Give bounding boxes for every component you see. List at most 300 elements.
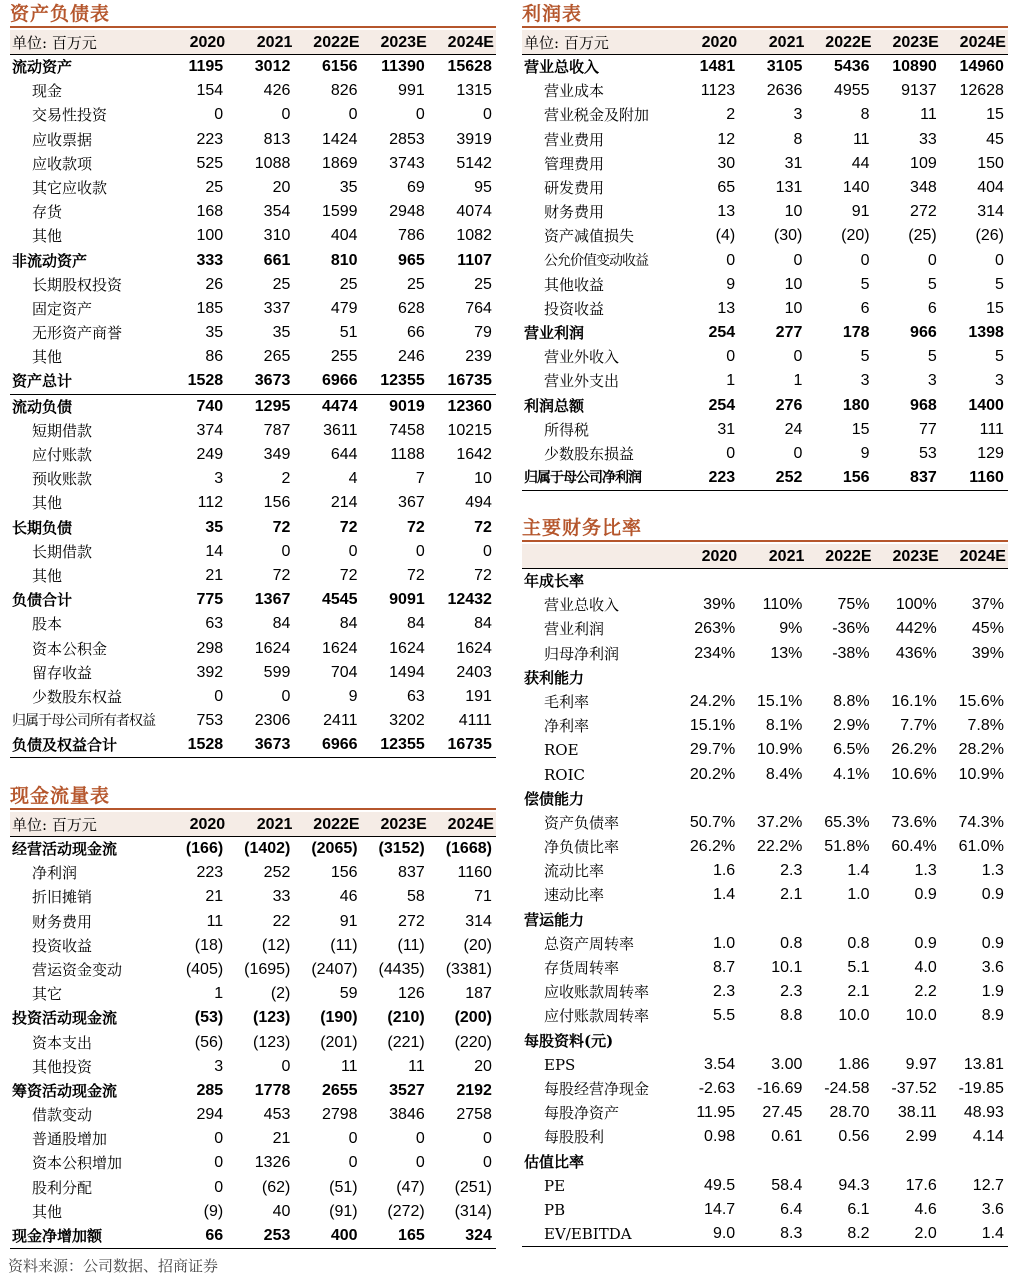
row-label: 流动负债	[12, 397, 73, 416]
year-header: 2020	[189, 816, 226, 833]
income-statement-panel	[522, 0, 1008, 491]
financial-ratios-panel	[522, 514, 1008, 1247]
cell-value: 1481	[699, 58, 736, 75]
cell-value: (9)	[203, 1202, 224, 1220]
cell-value	[739, 908, 806, 932]
table-row	[522, 617, 1008, 641]
year-header: 2023E	[380, 816, 427, 833]
cell-value	[874, 1029, 941, 1053]
cell-value: (221)	[387, 1033, 425, 1051]
year-header: 2022E	[825, 34, 872, 51]
cell-value: 75%	[837, 596, 870, 614]
cell-value: 2.9%	[833, 717, 870, 735]
cell-value: 294	[196, 1106, 224, 1124]
row-label: 交易性投资	[32, 106, 108, 125]
cell-value: 12.7	[972, 1176, 1004, 1194]
cell-value: 72	[474, 566, 492, 584]
table-row	[10, 612, 496, 636]
cell-value: (123)	[253, 1009, 291, 1027]
table-row	[522, 224, 1008, 248]
financial-ratios-title: 主要财务比率	[522, 514, 1008, 542]
row-label: 资产总计	[12, 372, 73, 391]
cell-value: 1	[793, 372, 803, 390]
cell-value: 837	[398, 864, 425, 882]
cell-value: (2065)	[311, 840, 358, 857]
cell-value: 8.3	[780, 1225, 803, 1243]
cell-value: 73.6%	[891, 813, 937, 831]
cell-value: 2.3	[780, 862, 803, 880]
row-label: EV/EBITDA	[544, 1225, 632, 1244]
cell-value: 4.6	[914, 1200, 937, 1218]
cell-value: 10.1	[771, 959, 803, 976]
cell-value: 72	[474, 518, 492, 536]
cell-value: (62)	[261, 1178, 291, 1196]
cell-value: 168	[196, 203, 224, 221]
cell-value: 9019	[389, 397, 425, 415]
cell-value: 1.86	[838, 1055, 870, 1073]
cell-value: 51	[339, 324, 358, 342]
cell-value: 5	[860, 348, 870, 366]
cell-value: 254	[708, 324, 736, 342]
cell-value: 40	[272, 1202, 291, 1220]
cell-value	[874, 666, 941, 690]
cell-value: 1400	[968, 396, 1004, 414]
cell-value	[806, 787, 873, 811]
cell-value: 0.9	[914, 934, 937, 952]
cell-value: 1599	[321, 203, 358, 221]
row-label: 其他	[32, 227, 63, 246]
cell-value: 3	[927, 372, 937, 390]
cell-value: 661	[263, 251, 291, 269]
cell-value: 1494	[389, 663, 425, 681]
cell-value: 13%	[770, 644, 803, 662]
cell-value: 252	[263, 864, 291, 882]
cell-value: 0.56	[838, 1128, 870, 1146]
cell-value: 10	[784, 203, 803, 221]
table-row	[522, 859, 1008, 883]
cell-value: 837	[910, 469, 937, 487]
cell-value: 74.3%	[958, 813, 1004, 831]
cell-value: 65.3%	[824, 813, 870, 831]
row-label: 股本	[32, 615, 63, 634]
table-row	[522, 1174, 1008, 1198]
cell-value: 15628	[447, 58, 492, 75]
cell-value: 0	[214, 1178, 224, 1196]
table-row	[10, 443, 496, 467]
cell-value: 129	[977, 445, 1004, 462]
cell-value	[941, 908, 1008, 932]
cell-value: 7.7%	[900, 717, 937, 735]
cell-value: 0	[348, 1130, 358, 1148]
cell-value: 33	[918, 130, 937, 148]
cell-value: (210)	[387, 1009, 425, 1027]
cell-value	[672, 666, 739, 690]
cell-value: 12355	[380, 736, 425, 754]
cell-value: 9%	[779, 620, 803, 638]
cell-value: 599	[263, 663, 291, 681]
row-label: 筹资活动现金流	[12, 1081, 118, 1100]
cell-value: 348	[910, 178, 937, 196]
cell-value: 223	[196, 130, 224, 148]
cell-value: (12)	[261, 936, 291, 954]
cell-value: 0	[214, 106, 224, 124]
cell-value: 13	[717, 299, 736, 317]
cell-value: 15	[986, 299, 1004, 317]
row-label: 投资收益	[32, 936, 93, 955]
cell-value: (272)	[387, 1202, 425, 1220]
row-label: 存货	[32, 203, 63, 222]
cell-value: 740	[196, 397, 224, 415]
cell-value: 254	[708, 396, 736, 414]
table-row	[10, 733, 496, 757]
cell-value: 95	[474, 178, 492, 196]
cell-value: 14960	[959, 58, 1004, 75]
cell-value: 6966	[321, 372, 358, 390]
table-row	[10, 79, 496, 103]
cell-value: 16735	[447, 736, 492, 754]
row-label: 投资活动现金流	[12, 1009, 118, 1028]
cell-value: 1	[726, 372, 736, 390]
cell-value: 72	[339, 566, 358, 584]
cell-value: 3105	[766, 58, 803, 75]
cash-flow-panel	[10, 782, 496, 1249]
table-row	[522, 1004, 1008, 1028]
table-row	[10, 1151, 496, 1175]
cell-value: 1424	[321, 130, 358, 148]
cell-value: 11	[920, 106, 937, 124]
cell-value: 84	[339, 615, 358, 633]
cell-value: 2	[281, 470, 291, 488]
cell-value: 239	[465, 348, 492, 366]
cell-value: 310	[263, 227, 291, 245]
cell-value: 6966	[321, 736, 358, 754]
cell-value: 5.1	[847, 959, 870, 976]
cell-value: 0	[793, 445, 803, 462]
cell-value: 15	[986, 106, 1004, 124]
cell-value: 72	[406, 518, 425, 536]
cell-value: 12	[717, 130, 736, 148]
cell-value: 100	[196, 227, 224, 245]
row-label: 营业利润	[544, 620, 605, 639]
cell-value: (18)	[194, 936, 224, 954]
cell-value: 17.6	[905, 1176, 937, 1194]
cell-value: 3	[995, 372, 1004, 390]
row-label: 经营活动现金流	[12, 840, 118, 858]
cell-value: 0	[483, 106, 492, 124]
cell-value: 61.0%	[958, 838, 1004, 856]
cell-value	[672, 569, 739, 593]
cell-value: 965	[398, 251, 425, 269]
cell-value: (56)	[194, 1033, 224, 1051]
cell-value: 8.8	[780, 1007, 803, 1025]
cell-value: 400	[330, 1227, 358, 1244]
cell-value	[874, 569, 941, 593]
cell-value: (1402)	[244, 840, 291, 857]
cell-value: 10.6%	[891, 765, 937, 783]
table-row	[10, 1079, 496, 1103]
cell-value: 4.1%	[833, 765, 870, 783]
cell-value: 6.1	[847, 1200, 870, 1218]
cell-value: 16735	[447, 372, 492, 390]
row-label: 营业总收入	[544, 596, 620, 615]
cell-value: 4474	[321, 397, 358, 415]
cell-value	[806, 666, 873, 690]
cell-value: 5	[995, 348, 1004, 366]
cell-value: 22.2%	[757, 838, 803, 856]
row-label: 财务费用	[32, 912, 93, 931]
cell-value: 1.9	[981, 983, 1004, 1001]
cell-value: 15.6%	[958, 692, 1004, 710]
table-row	[10, 1200, 496, 1224]
cell-value: 112	[197, 494, 224, 512]
cell-value: 3.00	[771, 1055, 803, 1073]
cell-value: (405)	[185, 960, 224, 978]
cell-value: 1.3	[914, 862, 937, 880]
cell-value: (4)	[715, 227, 736, 245]
cell-value: 154	[196, 82, 224, 100]
cell-value: 5	[860, 275, 870, 293]
cell-value: 246	[398, 348, 425, 366]
table-row	[522, 1222, 1008, 1246]
row-label: 资本公积金	[32, 639, 108, 658]
cell-value: 15	[851, 420, 870, 438]
cell-value: 0	[483, 1130, 492, 1148]
cell-value: 0	[793, 251, 803, 269]
cell-value	[739, 569, 806, 593]
cell-value: 48.93	[963, 1104, 1004, 1122]
cell-value: 12355	[380, 372, 425, 390]
cell-value: 91	[339, 912, 358, 930]
table-row	[522, 394, 1008, 418]
cell-value: 4.0	[914, 959, 937, 976]
row-label: 现金	[32, 82, 63, 101]
table-row	[10, 1055, 496, 1079]
cell-value: 3.6	[981, 1200, 1004, 1218]
table-row	[10, 369, 496, 393]
row-label: 总资产周转率	[544, 934, 635, 953]
cell-value: 35	[272, 324, 291, 342]
table-row	[10, 516, 496, 540]
cell-value: 9.0	[712, 1225, 736, 1243]
table-row	[10, 152, 496, 176]
cell-value: 0.8	[780, 934, 803, 952]
cell-value: 8.9	[981, 1007, 1004, 1025]
row-label: 资产减值损失	[544, 227, 635, 246]
table-row	[522, 690, 1008, 714]
cell-value: 255	[330, 348, 358, 366]
table-row	[10, 637, 496, 661]
cell-value: -16.69	[757, 1079, 803, 1097]
row-label: 公允价值变动收益	[544, 252, 648, 269]
row-label: ROE	[544, 741, 579, 760]
table-row	[522, 932, 1008, 956]
cell-value	[672, 908, 739, 932]
row-label: 无形资产商誉	[32, 324, 123, 343]
cell-value: (53)	[194, 1009, 224, 1027]
cell-value: 35	[205, 518, 224, 536]
cell-value: 0	[348, 106, 358, 124]
table-row	[10, 55, 496, 79]
cell-value: 249	[196, 446, 224, 463]
cell-value: 1.6	[712, 862, 736, 880]
table-row	[522, 1077, 1008, 1101]
cell-value: (51)	[329, 1178, 358, 1196]
cell-value: 436%	[895, 644, 937, 662]
row-label: 应收账款周转率	[544, 983, 650, 1002]
cell-value: 525	[196, 154, 224, 172]
cell-value: 1624	[321, 639, 358, 657]
row-label: 其它应收款	[32, 178, 108, 197]
cell-value: 1624	[456, 639, 492, 657]
cell-value: 0	[995, 251, 1004, 269]
cell-value: 12628	[959, 82, 1004, 100]
cell-value: (1695)	[244, 960, 291, 978]
row-label: 少数股东损益	[544, 445, 635, 463]
cell-value: 53	[918, 445, 937, 462]
cell-value: 5142	[456, 154, 492, 172]
cell-value: 8.8%	[833, 692, 870, 710]
cell-value: 49.5	[704, 1176, 736, 1194]
cell-value: 223	[708, 469, 736, 487]
cell-value: 3	[214, 1057, 224, 1075]
row-label: 营业费用	[544, 130, 605, 149]
cell-value: 27.45	[762, 1104, 803, 1122]
cell-value: 0	[483, 542, 492, 560]
cell-value: 263%	[694, 620, 736, 638]
cash-flow-body	[10, 837, 496, 1249]
cell-value: 44	[851, 154, 870, 172]
cell-value: (3381)	[445, 960, 492, 978]
cell-value: 86	[205, 348, 224, 366]
cell-value: 50.7%	[689, 813, 736, 831]
table-row	[10, 419, 496, 443]
cell-value: 28.2%	[958, 741, 1004, 759]
financial-ratios-header	[522, 544, 1008, 569]
cell-value: (20)	[463, 936, 492, 954]
cell-value: 0	[214, 687, 224, 705]
cell-value: (190)	[320, 1009, 358, 1027]
cell-value: 3846	[389, 1106, 425, 1124]
cell-value: 2853	[389, 130, 425, 148]
row-label: 投资收益	[544, 299, 605, 318]
cell-value: 0.9	[914, 886, 937, 904]
cell-value	[739, 1029, 806, 1053]
cell-value: 214	[330, 494, 358, 512]
row-label: 长期股权投资	[32, 275, 123, 294]
cell-value: 165	[398, 1227, 425, 1244]
table-row	[10, 200, 496, 224]
row-label: 净利率	[544, 717, 590, 736]
cell-value: 966	[910, 324, 937, 342]
cell-value: 1	[214, 985, 224, 1003]
cell-value: 367	[398, 494, 425, 512]
table-row	[10, 588, 496, 612]
row-label: 速动比率	[544, 886, 605, 905]
cell-value	[874, 1150, 941, 1174]
cell-value: 8.7	[712, 959, 736, 976]
cell-value: 63	[406, 687, 425, 705]
cell-value: 72	[272, 566, 291, 584]
blank-header-cell	[522, 544, 674, 568]
cell-value: 2636	[766, 82, 803, 100]
table-row	[10, 1103, 496, 1127]
cell-value: 3743	[389, 154, 425, 172]
cell-value: (314)	[454, 1202, 492, 1220]
table-row	[10, 103, 496, 127]
cell-value: 628	[398, 299, 425, 317]
year-header: 2023E	[380, 34, 427, 51]
table-row	[522, 666, 1008, 690]
row-label: 净负债比率	[544, 838, 620, 857]
cell-value: 33	[272, 888, 291, 906]
cell-value: 39%	[703, 596, 736, 614]
cell-value: 2192	[456, 1081, 492, 1099]
table-row	[10, 224, 496, 248]
cell-value: 8.1%	[765, 717, 803, 735]
table-row	[10, 540, 496, 564]
cell-value: 39%	[971, 644, 1004, 662]
row-label: 营业税金及附加	[544, 106, 650, 125]
cell-value: (166)	[185, 840, 224, 857]
cell-value: 4074	[456, 203, 492, 221]
year-header: 2021	[768, 548, 805, 565]
cell-value: 77	[918, 420, 937, 438]
row-label: 流动比率	[544, 862, 605, 881]
cell-value: 5	[927, 348, 937, 366]
cell-value: 252	[775, 469, 803, 487]
cell-value: 1295	[254, 397, 291, 415]
cell-value	[806, 569, 873, 593]
cell-value: 45	[986, 130, 1004, 148]
row-label: 短期借款	[32, 421, 93, 440]
cell-value: 3673	[254, 736, 291, 754]
cell-value: 4	[348, 470, 358, 488]
cell-value: (26)	[975, 227, 1004, 245]
year-header: 2021	[256, 816, 293, 833]
cell-value: (200)	[454, 1009, 492, 1027]
cell-value: (2)	[270, 985, 291, 1003]
cell-value: 35	[205, 324, 224, 342]
income-statement-body	[522, 55, 1008, 491]
cell-value	[874, 908, 941, 932]
cell-value: 14.7	[704, 1200, 736, 1218]
cell-value	[739, 787, 806, 811]
cell-value: 1107	[457, 251, 492, 269]
row-label: 折旧摊销	[32, 888, 93, 907]
financial-ratios-body	[522, 569, 1008, 1247]
table-row	[10, 958, 496, 982]
cell-value: (20)	[841, 227, 870, 245]
cell-value: 126	[398, 985, 425, 1003]
cell-value: 4545	[321, 591, 358, 609]
year-header: 2020	[701, 34, 738, 51]
cell-value: 10.0	[905, 1007, 937, 1025]
row-label: 应付账款周转率	[544, 1007, 650, 1026]
cell-value: 12432	[447, 591, 492, 609]
cell-value: 1528	[187, 372, 224, 390]
cell-value: 63	[205, 615, 224, 633]
cell-value: 35	[339, 178, 358, 196]
cell-value: 72	[406, 566, 425, 584]
cell-value: 753	[196, 712, 224, 730]
cell-value: 11390	[381, 58, 425, 75]
cell-value: 8	[793, 130, 803, 148]
cell-value: 1315	[456, 82, 492, 100]
cell-value: 7458	[389, 421, 425, 439]
cell-value: 2.99	[905, 1128, 937, 1146]
cell-value: 28.70	[829, 1104, 870, 1122]
cell-value: 3611	[323, 421, 358, 439]
